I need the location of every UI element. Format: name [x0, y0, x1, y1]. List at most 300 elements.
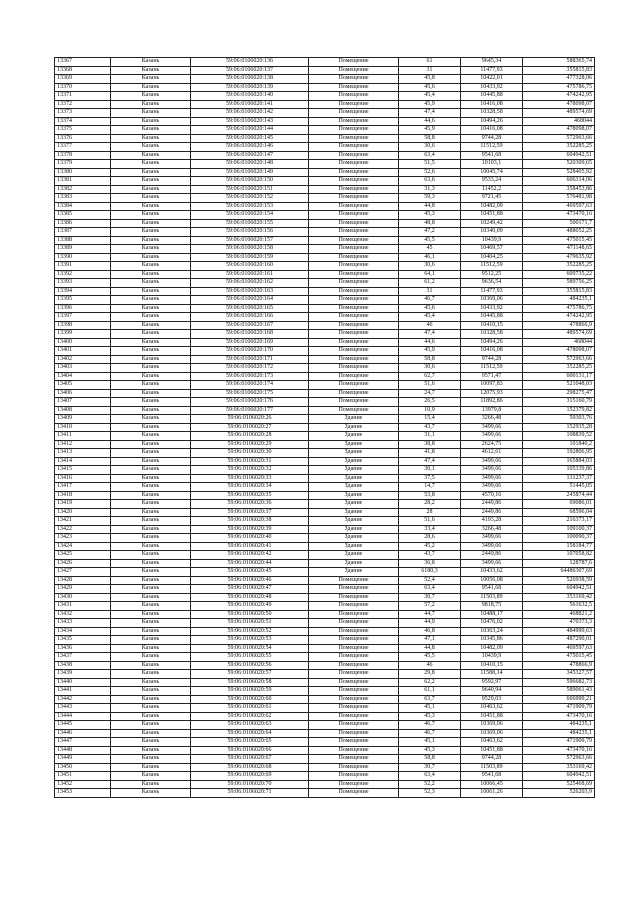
row-number: 13444 — [55, 712, 111, 721]
city-cell: Казань — [111, 160, 191, 169]
object-type-cell: Помещение — [309, 92, 399, 101]
object-type-cell: Помещение — [309, 347, 399, 356]
cadastral-number-cell: 59:06:0106020:48 — [191, 593, 309, 602]
row-number: 13406 — [55, 389, 111, 398]
cadastral-number-cell: 59:06:0106020:50 — [191, 610, 309, 619]
cadastral-number-cell: 59:06:0106020:31 — [191, 457, 309, 466]
object-type-cell: Помещение — [309, 126, 399, 135]
city-cell: Казань — [111, 627, 191, 636]
table-row — [55, 763, 595, 772]
row-number: 13431 — [55, 602, 111, 611]
cadastral-value-cell: 609735,22 — [523, 270, 595, 279]
specific-value-cell: 10482,09 — [461, 644, 523, 653]
row-number: 13393 — [55, 279, 111, 288]
row-number: 13369 — [55, 75, 111, 84]
specific-value-cell: 10056,08 — [461, 576, 523, 585]
object-type-cell: Помещение — [309, 83, 399, 92]
cadastral-value-cell: 469597,63 — [523, 644, 595, 653]
cadastral-number-cell: 59:06:0106020:61 — [191, 704, 309, 713]
object-type-cell: Помещение — [309, 729, 399, 738]
object-type-cell: Помещение — [309, 593, 399, 602]
object-type-cell: Помещение — [309, 602, 399, 611]
cadastral-value-cell: 100090,37 — [523, 534, 595, 543]
city-cell: Казань — [111, 525, 191, 534]
area-cell: 31 — [399, 287, 461, 296]
table-row — [55, 194, 595, 203]
area-cell: 52,6 — [399, 168, 461, 177]
cadastral-value-cell: 128787,6 — [523, 559, 595, 568]
specific-value-cell: 11892,86 — [461, 398, 523, 407]
area-cell: 45,4 — [399, 92, 461, 101]
specific-value-cell: 11512,59 — [461, 262, 523, 271]
area-cell: 31 — [399, 66, 461, 75]
cadastral-number-cell: 59:06:0106020:71 — [191, 789, 309, 798]
specific-value-cell: 9645,34 — [461, 58, 523, 67]
city-cell: Казань — [111, 449, 191, 458]
object-type-cell: Помещение — [309, 721, 399, 730]
row-number: 13380 — [55, 168, 111, 177]
table-row — [55, 500, 595, 509]
cadastral-number-cell: 59:06:0106020:52 — [191, 627, 309, 636]
area-cell: 37,5 — [399, 474, 461, 483]
object-type-cell: Здание — [309, 440, 399, 449]
specific-value-cell: 11512,59 — [461, 364, 523, 373]
row-number: 13374 — [55, 117, 111, 126]
row-number: 13388 — [55, 236, 111, 245]
area-cell: 61 — [399, 58, 461, 67]
row-number: 13385 — [55, 211, 111, 220]
area-cell: 47,4 — [399, 109, 461, 118]
cadastral-number-cell: 59:06:0106020:60 — [191, 695, 309, 704]
specific-value-cell: 9512,25 — [461, 270, 523, 279]
table-row — [55, 687, 595, 696]
cadastral-value-cell: 572963,66 — [523, 134, 595, 143]
cadastral-number-cell: 59:06:0106020:157 — [191, 236, 309, 245]
city-cell: Казань — [111, 236, 191, 245]
area-cell: 30,7 — [399, 593, 461, 602]
city-cell: Казань — [111, 423, 191, 432]
area-cell: 45,5 — [399, 653, 461, 662]
cadastral-value-cell: 596682,73 — [523, 678, 595, 687]
cadastral-number-cell: 59:06:0106020:26 — [191, 415, 309, 424]
city-cell: Казань — [111, 670, 191, 679]
city-cell: Казань — [111, 262, 191, 271]
object-type-cell: Здание — [309, 534, 399, 543]
object-type-cell: Помещение — [309, 185, 399, 194]
cadastral-value-cell: 572963,66 — [523, 755, 595, 764]
row-number: 13382 — [55, 185, 111, 194]
table-row — [55, 330, 595, 339]
city-cell: Казань — [111, 636, 191, 645]
table-row — [55, 627, 595, 636]
city-cell: Казань — [111, 789, 191, 798]
city-cell: Казань — [111, 313, 191, 322]
cadastral-value-cell: 589061,43 — [523, 687, 595, 696]
row-number: 13415 — [55, 466, 111, 475]
table-row — [55, 126, 595, 135]
object-type-cell: Помещение — [309, 330, 399, 339]
area-cell: 45,3 — [399, 746, 461, 755]
table-row — [55, 185, 595, 194]
row-number: 13405 — [55, 381, 111, 390]
city-cell: Казань — [111, 576, 191, 585]
specific-value-cell: 3499,66 — [461, 534, 523, 543]
table-row — [55, 738, 595, 747]
area-cell: 6180,3 — [399, 568, 461, 577]
row-number: 13450 — [55, 763, 111, 772]
cadastral-value-cell: 606314,06 — [523, 177, 595, 186]
cadastral-number-cell: 59:06:0106020:166 — [191, 313, 309, 322]
city-cell: Казань — [111, 738, 191, 747]
row-number: 13396 — [55, 304, 111, 313]
cadastral-value-cell: 489574,69 — [523, 330, 595, 339]
object-type-cell: Помещение — [309, 75, 399, 84]
row-number: 13372 — [55, 100, 111, 109]
cadastral-number-cell: 59:06:0106020:155 — [191, 219, 309, 228]
row-number: 13397 — [55, 313, 111, 322]
city-cell: Казань — [111, 491, 191, 500]
city-cell: Казань — [111, 440, 191, 449]
row-number: 13407 — [55, 398, 111, 407]
object-type-cell: Помещение — [309, 117, 399, 126]
row-number: 13436 — [55, 644, 111, 653]
row-number: 13386 — [55, 219, 111, 228]
area-cell: 15,4 — [399, 415, 461, 424]
area-cell: 31,1 — [399, 432, 461, 441]
area-cell: 30,7 — [399, 763, 461, 772]
table-row — [55, 219, 595, 228]
city-cell: Казань — [111, 653, 191, 662]
city-cell: Казань — [111, 398, 191, 407]
row-number: 13376 — [55, 134, 111, 143]
specific-value-cell: 3499,66 — [461, 457, 523, 466]
cadastral-number-cell: 59:06:0106020:151 — [191, 185, 309, 194]
area-cell: 52,2 — [399, 780, 461, 789]
table-row — [55, 117, 595, 126]
object-type-cell: Здание — [309, 457, 399, 466]
area-cell: 24,7 — [399, 389, 461, 398]
specific-value-cell: 10410,15 — [461, 321, 523, 330]
object-type-cell: Помещение — [309, 228, 399, 237]
specific-value-cell: 10439,9 — [461, 236, 523, 245]
cadastral-number-cell: 59:06:0106020:47 — [191, 585, 309, 594]
city-cell: Казань — [111, 304, 191, 313]
object-type-cell: Помещение — [309, 270, 399, 279]
city-cell: Казань — [111, 729, 191, 738]
area-cell: 33,4 — [399, 525, 461, 534]
cadastral-value-cell: 355815,83 — [523, 66, 595, 75]
cadastral-value-cell: 471909,79 — [523, 704, 595, 713]
city-cell: Казань — [111, 517, 191, 526]
city-cell: Казань — [111, 364, 191, 373]
area-cell: 45,1 — [399, 704, 461, 713]
specific-value-cell: 10328,58 — [461, 330, 523, 339]
object-type-cell: Здание — [309, 568, 399, 577]
object-type-cell: Помещение — [309, 780, 399, 789]
cadastral-value-cell: 131237,37 — [523, 474, 595, 483]
cadastral-number-cell: 59:06:0106020:54 — [191, 644, 309, 653]
cadastral-value-cell: 600131,17 — [523, 372, 595, 381]
table-row — [55, 347, 595, 356]
object-type-cell: Помещение — [309, 253, 399, 262]
city-cell: Казань — [111, 755, 191, 764]
row-number: 13448 — [55, 746, 111, 755]
cadastral-value-cell: 473470,16 — [523, 211, 595, 220]
cadastral-value-cell: 470373,3 — [523, 619, 595, 628]
table-row — [55, 568, 595, 577]
city-cell: Казань — [111, 661, 191, 670]
object-type-cell: Помещение — [309, 738, 399, 747]
cadastral-number-cell: 59:06:0106020:177 — [191, 406, 309, 415]
table-row — [55, 653, 595, 662]
cadastral-number-cell: 59:06:0106020:150 — [191, 177, 309, 186]
cadastral-number-cell: 59:06:0106020:158 — [191, 245, 309, 254]
row-number: 13425 — [55, 551, 111, 560]
city-cell: Казань — [111, 406, 191, 415]
area-cell: 43,7 — [399, 551, 461, 560]
row-number: 13421 — [55, 517, 111, 526]
cadastral-number-cell: 59:06:0106020:51 — [191, 619, 309, 628]
city-cell: Казань — [111, 508, 191, 517]
specific-value-cell: 10476,02 — [461, 619, 523, 628]
specific-value-cell: 2449,86 — [461, 500, 523, 509]
city-cell: Казань — [111, 126, 191, 135]
cadastral-value-cell: 604942,51 — [523, 585, 595, 594]
cadastral-number-cell: 59:06:0106020:36 — [191, 500, 309, 509]
row-number: 13453 — [55, 789, 111, 798]
table-row — [55, 644, 595, 653]
row-number: 13398 — [55, 321, 111, 330]
specific-value-cell: 10445,88 — [461, 313, 523, 322]
table-row — [55, 432, 595, 441]
area-cell: 47,4 — [399, 330, 461, 339]
object-type-cell: Помещение — [309, 389, 399, 398]
city-cell: Казань — [111, 704, 191, 713]
cadastral-number-cell: 59:06:0106020:168 — [191, 330, 309, 339]
object-type-cell: Помещение — [309, 58, 399, 67]
cadastral-value-cell: 471909,79 — [523, 738, 595, 747]
cadastral-value-cell: 478098,07 — [523, 347, 595, 356]
cadastral-number-cell: 59:06:0106020:173 — [191, 372, 309, 381]
row-number: 13409 — [55, 415, 111, 424]
city-cell: Казань — [111, 100, 191, 109]
row-number: 13399 — [55, 330, 111, 339]
city-cell: Казань — [111, 109, 191, 118]
row-number: 13435 — [55, 636, 111, 645]
city-cell: Казань — [111, 185, 191, 194]
area-cell: 45,8 — [399, 75, 461, 84]
document-page — [54, 57, 594, 798]
table-row — [55, 721, 595, 730]
row-number: 13387 — [55, 228, 111, 237]
cadastral-value-cell: 484235,1 — [523, 721, 595, 730]
city-cell: Казань — [111, 415, 191, 424]
cadastral-number-cell: 59:06:0106020:167 — [191, 321, 309, 330]
cadastral-value-cell: 192806,95 — [523, 449, 595, 458]
cadastral-number-cell: 59:06:0106020:57 — [191, 670, 309, 679]
row-number: 13441 — [55, 687, 111, 696]
specific-value-cell: 10463,62 — [461, 704, 523, 713]
table-row — [55, 551, 595, 560]
object-type-cell: Помещение — [309, 746, 399, 755]
specific-value-cell: 3499,66 — [461, 432, 523, 441]
cadastral-value-cell: 477328,06 — [523, 75, 595, 84]
area-cell: 43,7 — [399, 423, 461, 432]
cadastral-value-cell: 489574,69 — [523, 109, 595, 118]
cadastral-value-cell: 50303,76 — [523, 415, 595, 424]
object-type-cell: Помещение — [309, 704, 399, 713]
cadastral-number-cell: 59:06:0106020:45 — [191, 568, 309, 577]
cadastral-value-cell: 315160,79 — [523, 398, 595, 407]
area-cell: 64,1 — [399, 270, 461, 279]
specific-value-cell: 10463,62 — [461, 738, 523, 747]
row-number: 13422 — [55, 525, 111, 534]
object-type-cell: Помещение — [309, 151, 399, 160]
cadastral-value-cell: 484235,1 — [523, 296, 595, 305]
table-row — [55, 466, 595, 475]
cadastral-value-cell: 105339,86 — [523, 466, 595, 475]
area-cell: 62,7 — [399, 372, 461, 381]
cadastral-value-cell: 475015,45 — [523, 653, 595, 662]
city-cell: Казань — [111, 330, 191, 339]
specific-value-cell: 11477,93 — [461, 287, 523, 296]
cadastral-number-cell: 59:06:0106020:32 — [191, 466, 309, 475]
specific-value-cell: 10404,25 — [461, 253, 523, 262]
cadastral-number-cell: 59:06:0106020:139 — [191, 83, 309, 92]
cadastral-value-cell: 588365,74 — [523, 58, 595, 67]
object-type-cell: Помещение — [309, 338, 399, 347]
object-type-cell: Помещение — [309, 109, 399, 118]
specific-value-cell: 10410,15 — [461, 661, 523, 670]
city-cell: Казань — [111, 287, 191, 296]
area-cell: 63,4 — [399, 585, 461, 594]
cadastral-value-cell: 604942,51 — [523, 772, 595, 781]
cadastral-number-cell: 59:06:0106020:174 — [191, 381, 309, 390]
specific-value-cell: 9529,03 — [461, 695, 523, 704]
area-cell: 44,6 — [399, 117, 461, 126]
row-number: 13391 — [55, 262, 111, 271]
table-row — [55, 610, 595, 619]
specific-value-cell: 9744,28 — [461, 355, 523, 364]
object-type-cell: Помещение — [309, 279, 399, 288]
table-row — [55, 92, 595, 101]
row-number: 13426 — [55, 559, 111, 568]
cadastral-value-cell: 358453,86 — [523, 185, 595, 194]
city-cell: Казань — [111, 474, 191, 483]
specific-value-cell: 10451,88 — [461, 746, 523, 755]
row-number: 13449 — [55, 755, 111, 764]
specific-value-cell: 3266,48 — [461, 415, 523, 424]
object-type-cell: Помещение — [309, 712, 399, 721]
table-row — [55, 525, 595, 534]
object-type-cell: Здание — [309, 432, 399, 441]
area-cell: 45,3 — [399, 712, 461, 721]
object-type-cell: Помещение — [309, 134, 399, 143]
area-cell: 47,4 — [399, 457, 461, 466]
cadastral-number-cell: 59:06:0106020:162 — [191, 279, 309, 288]
table-row — [55, 474, 595, 483]
table-row — [55, 440, 595, 449]
table-row — [55, 772, 595, 781]
specific-value-cell: 9533,24 — [461, 177, 523, 186]
area-cell: 31,3 — [399, 185, 461, 194]
row-number: 13401 — [55, 347, 111, 356]
area-cell: 45,9 — [399, 126, 461, 135]
cadastral-value-cell: 561632,5 — [523, 602, 595, 611]
cadastral-number-cell: 59:06:0106020:46 — [191, 576, 309, 585]
area-cell: 30,6 — [399, 262, 461, 271]
object-type-cell: Помещение — [309, 772, 399, 781]
object-type-cell: Помещение — [309, 287, 399, 296]
area-cell: 44,8 — [399, 202, 461, 211]
specific-value-cell: 10488,17 — [461, 610, 523, 619]
city-cell: Казань — [111, 687, 191, 696]
cadastral-value-cell: 526203,9 — [523, 789, 595, 798]
area-cell: 58,8 — [399, 755, 461, 764]
table-row — [55, 270, 595, 279]
cadastral-value-cell: 488052,25 — [523, 228, 595, 237]
city-cell: Казань — [111, 253, 191, 262]
cadastral-value-cell: 345327,57 — [523, 670, 595, 679]
table-row — [55, 457, 595, 466]
object-type-cell: Помещение — [309, 644, 399, 653]
cadastral-value-cell: 107058,82 — [523, 551, 595, 560]
object-type-cell: Здание — [309, 483, 399, 492]
row-number: 13408 — [55, 406, 111, 415]
specific-value-cell: 9744,28 — [461, 755, 523, 764]
cadastral-value-cell: 352285,25 — [523, 262, 595, 271]
area-cell: 45,5 — [399, 236, 461, 245]
object-type-cell: Помещение — [309, 678, 399, 687]
specific-value-cell: 3499,66 — [461, 483, 523, 492]
row-number: 13404 — [55, 372, 111, 381]
table-row — [55, 491, 595, 500]
row-number: 13423 — [55, 534, 111, 543]
row-number: 13413 — [55, 449, 111, 458]
table-row — [55, 415, 595, 424]
cadastral-value-cell: 468821,2 — [523, 610, 595, 619]
city-cell: Казань — [111, 143, 191, 152]
specific-value-cell: 10369,06 — [461, 296, 523, 305]
specific-value-cell: 9721,45 — [461, 194, 523, 203]
cadastral-value-cell: 469597,63 — [523, 202, 595, 211]
object-type-cell: Здание — [309, 525, 399, 534]
cadastral-number-cell: 59:06:0106020:138 — [191, 75, 309, 84]
city-cell: Казань — [111, 270, 191, 279]
object-type-cell: Помещение — [309, 670, 399, 679]
table-row — [55, 636, 595, 645]
cadastral-number-cell: 59:06:0106020:53 — [191, 636, 309, 645]
table-row — [55, 296, 595, 305]
table-row — [55, 508, 595, 517]
cadastral-value-cell: 576481,98 — [523, 194, 595, 203]
area-cell: 51,6 — [399, 381, 461, 390]
city-cell: Казань — [111, 245, 191, 254]
specific-value-cell: 10340,09 — [461, 228, 523, 237]
cadastral-number-cell: 59:06:0106020:27 — [191, 423, 309, 432]
specific-value-cell: 10328,58 — [461, 109, 523, 118]
city-cell: Казань — [111, 483, 191, 492]
specific-value-cell: 9818,75 — [461, 602, 523, 611]
table-row — [55, 729, 595, 738]
cadastral-value-cell: 475786,75 — [523, 83, 595, 92]
cadastral-number-cell: 59:06:0106020:145 — [191, 134, 309, 143]
cadastral-value-cell: 500171,7 — [523, 219, 595, 228]
city-cell: Казань — [111, 279, 191, 288]
area-cell: 62,2 — [399, 678, 461, 687]
row-number: 13446 — [55, 729, 111, 738]
row-number: 13419 — [55, 500, 111, 509]
